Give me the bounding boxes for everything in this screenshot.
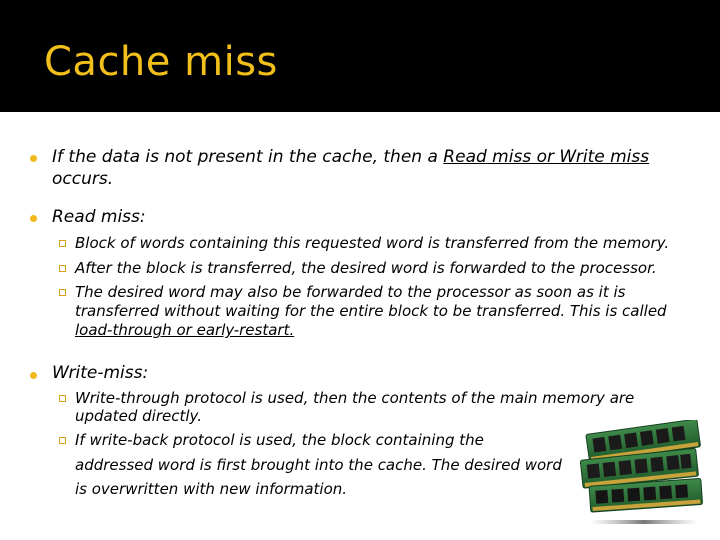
sub-bullet-square	[59, 240, 66, 247]
sub-bullet-square	[59, 265, 66, 272]
read-miss-sub-3-line-2: transferred without waiting for the entire block to be transferred. This is called	[75, 302, 667, 320]
point-1-line-1	[52, 146, 649, 168]
sub-bullet-square	[59, 395, 66, 402]
load-through-term: load-through or early-restart.	[75, 321, 295, 339]
read-miss-sub-2: After the block is transferred, the desired word is forwarded to the processor.	[75, 259, 657, 277]
read-miss-heading: Read miss:	[52, 207, 146, 227]
write-miss-heading: Write-miss:	[52, 363, 149, 383]
ram-modules-icon	[580, 420, 708, 530]
bullet-dot	[30, 372, 37, 379]
read-write-miss-term: Read miss or Write miss	[443, 147, 650, 167]
read-miss-sub-3-line-1: The desired word may also be forwarded to the processor as soon as it is	[75, 283, 626, 301]
bullet-dot	[30, 215, 37, 222]
write-miss-sub-2-line-1: If write-back protocol is used, the block containing the	[75, 431, 484, 449]
point-1-line-2: occurs.	[52, 169, 114, 189]
write-miss-sub-1-line-2: updated directly.	[75, 407, 203, 425]
sub-bullet-square	[59, 289, 66, 296]
sub-bullet-square	[59, 437, 66, 444]
point-1-text: If the data is not present in the cache, then a	[52, 147, 444, 167]
slide-title: Cache miss	[44, 39, 278, 85]
write-miss-sub-2-line-3: is overwritten with new information.	[75, 480, 348, 498]
bullet-dot	[30, 155, 37, 162]
write-miss-sub-1-line-1: Write-through protocol is used, then the contents of the main memory are	[75, 389, 635, 407]
read-miss-sub-1: Block of words containing this requested word is transferred from the memory.	[75, 234, 670, 252]
write-miss-sub-2-line-2: addressed word is first brought into the cache. The desired word	[75, 456, 562, 474]
